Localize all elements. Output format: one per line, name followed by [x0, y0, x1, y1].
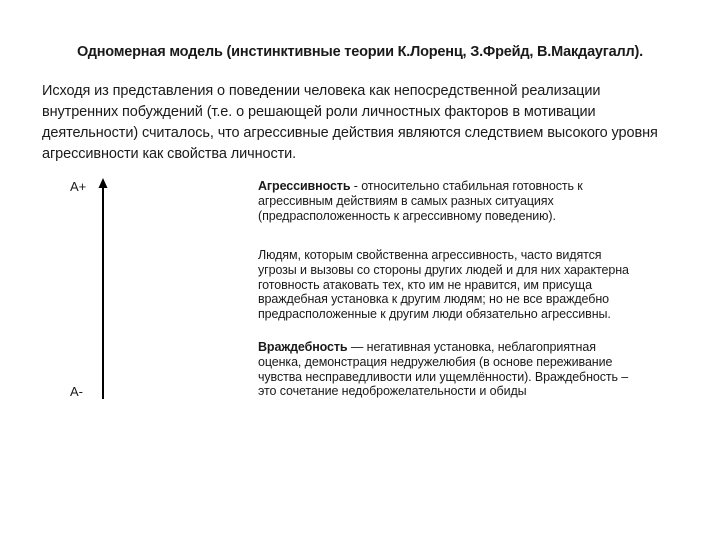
vertical-arrow	[96, 178, 110, 400]
definition-line: оценка, демонстрация недружелюбия (в основе переживание	[258, 354, 613, 369]
hostility-definition	[258, 340, 678, 399]
intro-paragraph	[42, 81, 682, 165]
arrow-head	[99, 178, 108, 188]
definition-line: агрессивным действиям в самых разных ситуациях	[258, 193, 554, 208]
intro-line: Исходя из представления о поведении человека как непосредственной реализации	[42, 83, 601, 99]
paragraph-line: враждебная установка к другим людям; но не все враждебно	[258, 292, 609, 307]
intro-line: агрессивности как свойства личности.	[42, 146, 297, 162]
term-hostility: Враждебность	[258, 340, 348, 354]
term-aggressiveness: Агрессивность	[258, 179, 351, 193]
paragraph-line: готовность атаковать тех, кто им не нравится, им присуща	[258, 277, 592, 292]
paragraph-line: Людям, которым свойственна агрессивность, часто видятся	[258, 248, 602, 262]
definition-line: чувства несправедливости или ущемлённости). Враждебность –	[258, 369, 629, 384]
paragraph-line: угрозы и вызовы со стороны других людей и для них характерна	[258, 262, 629, 277]
definition-text: — негативная установка, неблагоприятная	[347, 340, 596, 354]
aggressive-people-paragraph	[258, 248, 678, 322]
axis-top-label: А+	[70, 179, 87, 194]
paragraph-line: предрасположенные к другим люди обязательно агрессивны.	[258, 307, 611, 322]
aggressiveness-definition	[258, 179, 678, 223]
intro-line: деятельности) считалось, что агрессивные действия являются следствием высокого уровня	[42, 125, 658, 141]
definition-line: (предрасположенность к агрессивному поведению).	[258, 208, 556, 223]
definition-line: это сочетание недоброжелательности и обиды	[258, 384, 527, 399]
slide-title: Одномерная модель (инстинктивные теории К.Лоренц, З.Фрейд, В.Макдаугалл).	[77, 44, 643, 60]
definition-first-line	[258, 340, 678, 355]
axis-bottom-label: А-	[70, 384, 83, 399]
intro-line: внутренних побуждений (т.е. о решающей роли личностных факторов в мотивации	[42, 104, 596, 120]
definition-text: - относительно стабильная готовность к	[350, 179, 583, 193]
definition-first-line	[258, 179, 678, 194]
